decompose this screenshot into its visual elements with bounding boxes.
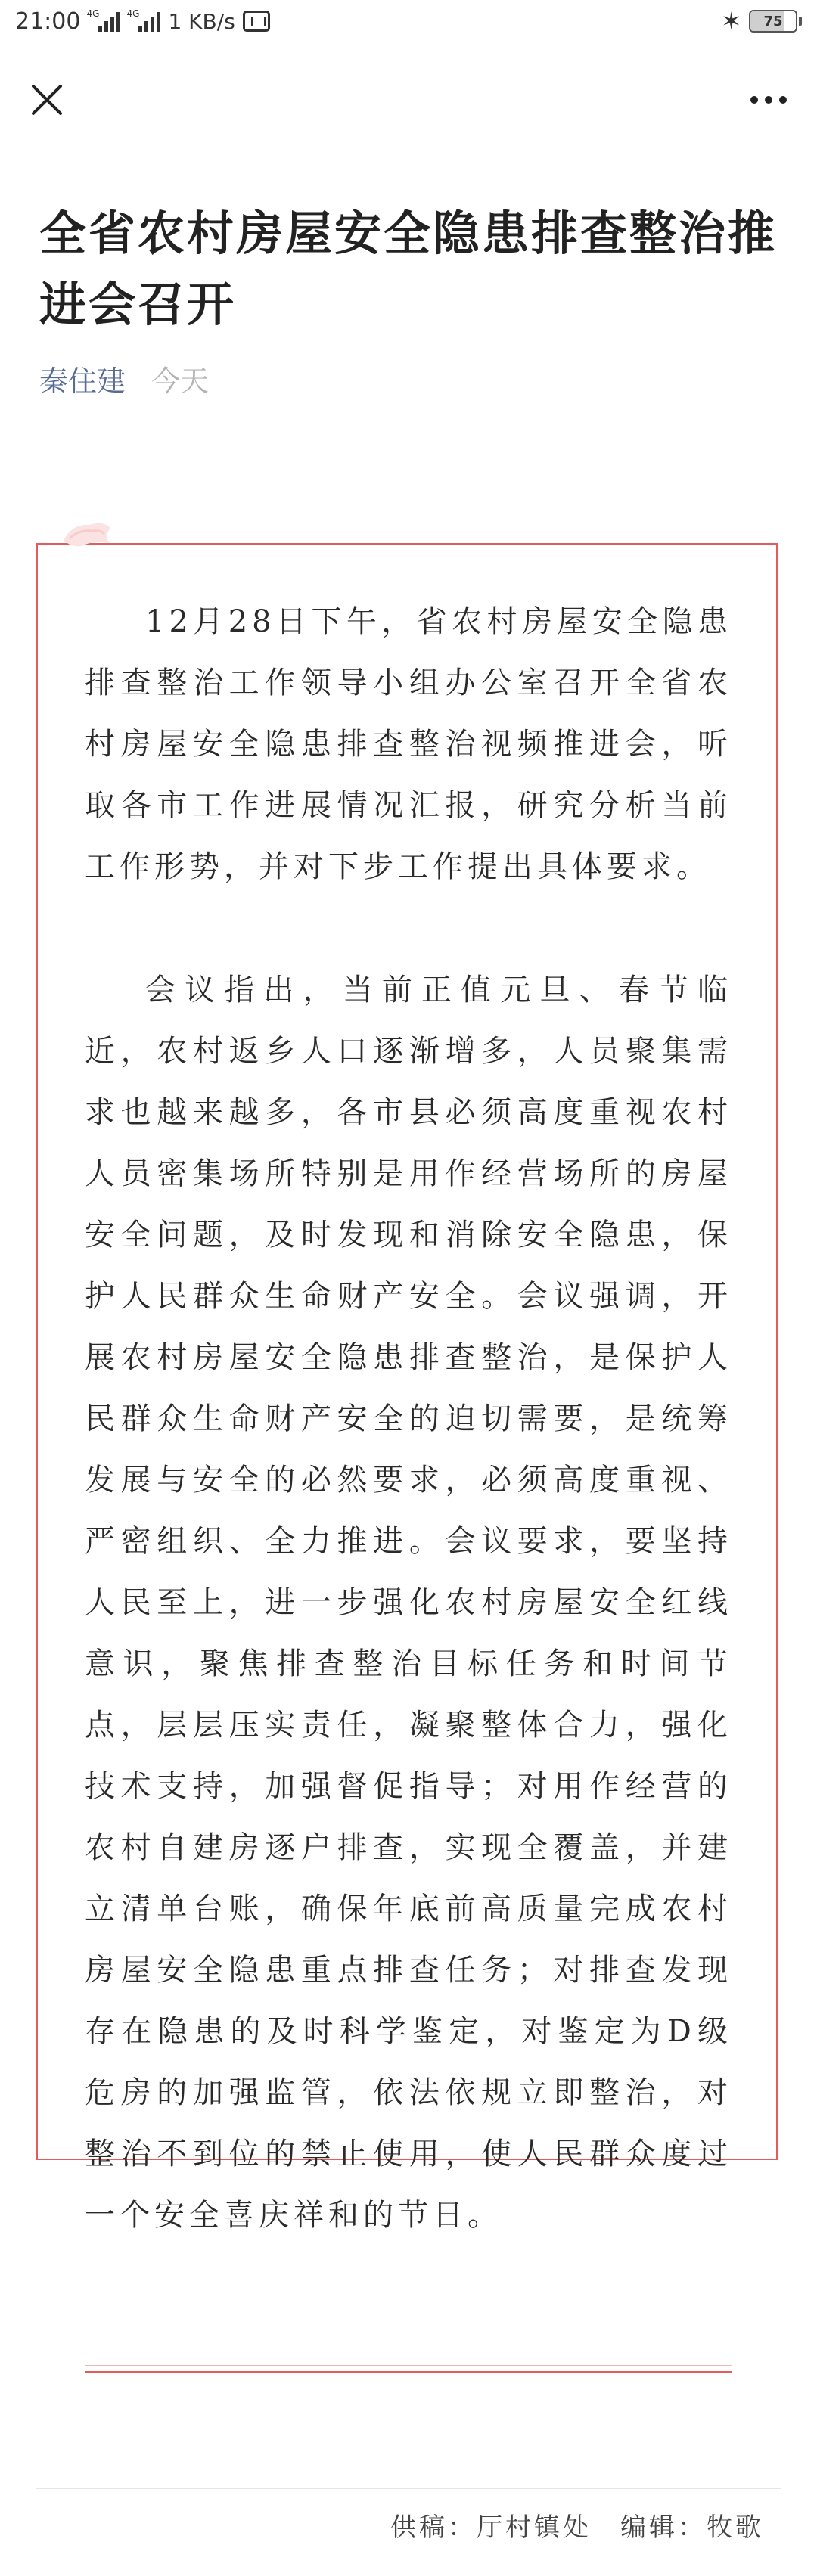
close-icon bbox=[30, 83, 64, 116]
closing-rule-light bbox=[85, 2365, 732, 2366]
battery-cap bbox=[799, 17, 802, 26]
signal-icon bbox=[126, 8, 160, 32]
signal-tag: 4G bbox=[126, 8, 140, 19]
battery-level: 75 bbox=[763, 13, 783, 29]
article-paragraph: 会议指出，当前正值元旦、春节临近，农村返乡人口逐渐增多，人员聚集需求也越来越多，各市县必须高度重视农村人员密集场所特别是用作经营场所的房屋安全问题，及时发现和消除安全隐患，保护人民群众生命财产安全。会议强调，开展农村房屋安全隐患排查整治，是保护人民群众生命财产安全的迫切需要，是统筹发展与安全的必然要求，必须高度重视、严密组织、全力推进。会议要求，要坚持人民至上，进一步强化农村房屋安全红线意识，聚焦排查整治目标任务和时间节点，层层压实责任，凝聚整体合力，强化技术支持，加强督促指导；对用作经营的农村自建房逐户排查，实现全覆盖，并建立清单台账，确保年底前高质量完成农村房屋安全隐患重点排查任务；对排查发现存在隐患的及时科学鉴定，对鉴定为D级危房的加强监管，依法依规立即整治，对整治不到位的禁止使用，使人民群众度过一个安全喜庆祥和的节日。 bbox=[85, 973, 732, 2233]
status-right bbox=[721, 7, 802, 36]
article-title: 全省农村房屋安全隐患排查整治推进会召开 bbox=[39, 206, 778, 332]
more-icon-dot bbox=[750, 96, 758, 104]
author-link[interactable]: 秦住建 bbox=[39, 365, 126, 398]
battery-icon bbox=[749, 10, 797, 33]
more-button[interactable] bbox=[738, 76, 799, 124]
footer-credit: 供稿：厅村镇处 编辑：牧歌 bbox=[390, 2512, 764, 2543]
footer-divider bbox=[36, 2488, 781, 2489]
signal-icon bbox=[86, 8, 120, 32]
ribbon-decoration bbox=[59, 517, 113, 551]
publish-date: 今天 bbox=[151, 365, 210, 398]
status-bar bbox=[0, 0, 817, 42]
more-icon-dot bbox=[779, 96, 787, 104]
article-body bbox=[85, 591, 732, 2246]
article-paragraph: 12月28日下午，省农村房屋安全隐患排查整治工作领导小组办公室召开全省农村房屋安全隐患排查整治视频推进会，听取各市工作进展情况汇报，研究分析当前工作形势，并对下步工作提出具体要求。 bbox=[85, 604, 732, 884]
status-left bbox=[15, 8, 270, 35]
bluetooth-icon: ✶ bbox=[721, 7, 741, 36]
article-meta bbox=[39, 362, 209, 401]
nfc-icon bbox=[243, 11, 270, 32]
more-icon-dot bbox=[765, 96, 772, 104]
closing-rule bbox=[85, 2371, 732, 2373]
signal-tag: 4G bbox=[86, 8, 100, 19]
network-speed: 1 KB/s bbox=[168, 8, 235, 34]
status-time: 21:00 bbox=[15, 8, 81, 35]
close-button[interactable] bbox=[23, 76, 71, 124]
